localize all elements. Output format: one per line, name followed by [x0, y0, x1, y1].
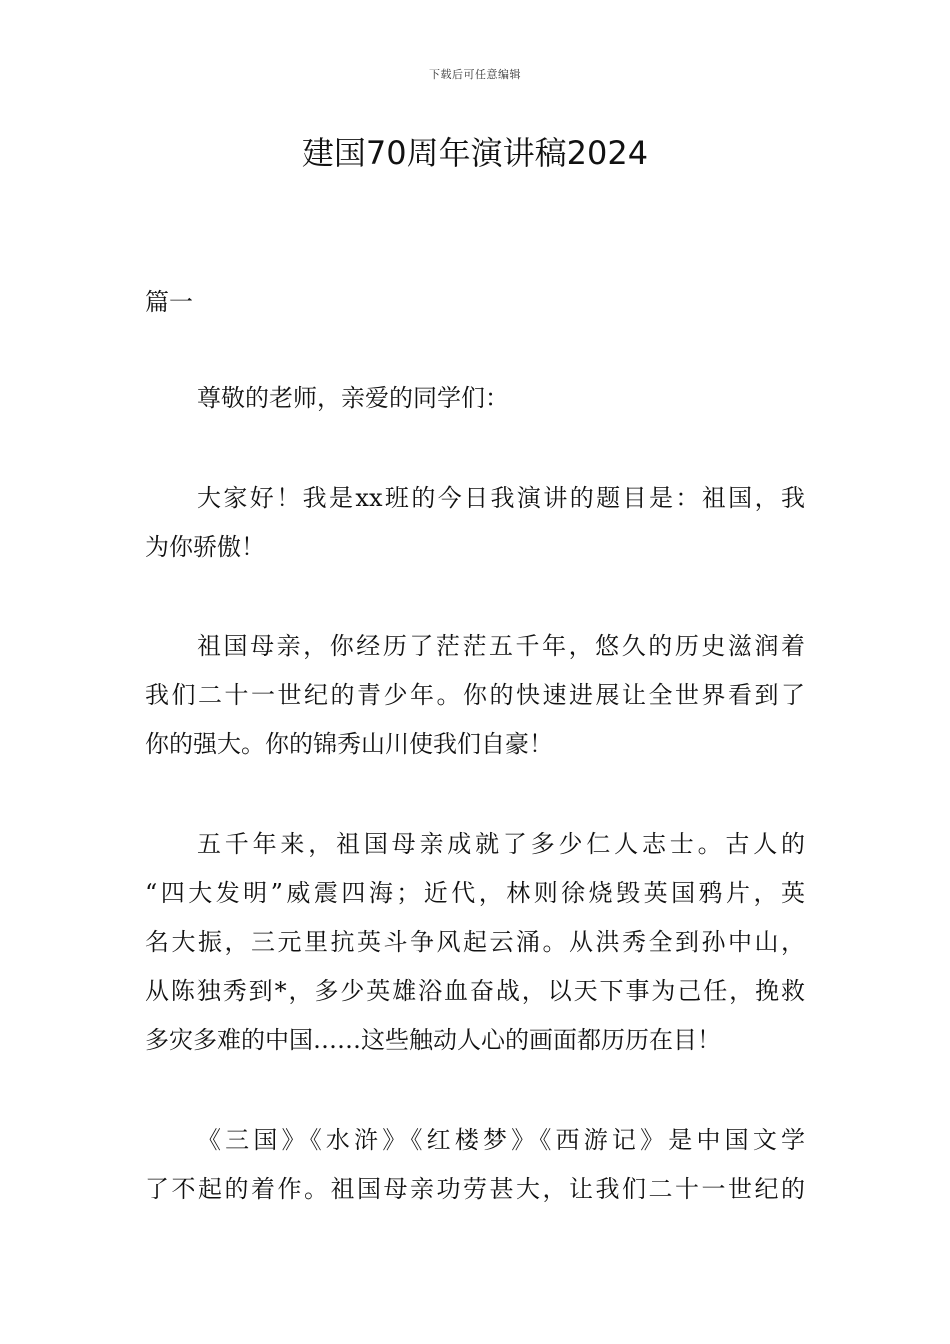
paragraph-heroes: [145, 820, 805, 1065]
paragraph-line: 大家好！我是xx班的今日我演讲的题目是：祖国，我: [197, 484, 805, 512]
paragraph-line: 名大振，三元里抗英斗争风起云涌。从洪秀全到孙中山，: [145, 928, 805, 956]
paragraph-line: 从陈独秀到*，多少英雄浴血奋战，以天下事为己任，挽救: [145, 977, 805, 1005]
paragraph-line: 你的强大。你的锦秀山川使我们自豪！: [145, 730, 553, 758]
section-label: 篇一: [145, 288, 193, 316]
paragraph-line: “四大发明”威震四海；近代，林则徐烧毁英国鸦片，英: [145, 879, 805, 907]
paragraph-line: 了不起的着作。祖国母亲功劳甚大，让我们二十一世纪的: [145, 1175, 805, 1203]
paragraph-intro: [145, 474, 805, 572]
paragraph-line: 《三国》《水浒》《红楼梦》《西游记》是中国文学: [197, 1126, 805, 1154]
paragraph-line: 祖国母亲，你经历了茫茫五千年，悠久的历史滋润着: [197, 632, 805, 660]
paragraph-history: [145, 622, 805, 769]
header-note: 下载后可任意编辑: [429, 68, 521, 81]
paragraph-line: 多灾多难的中国……这些触动人心的画面都历历在目！: [145, 1026, 721, 1054]
paragraph-line: 为你骄傲！: [145, 533, 265, 561]
paragraph-line: 尊敬的老师，亲爱的同学们：: [197, 384, 509, 412]
paragraph-classics: [145, 1116, 805, 1214]
paragraph-line: 我们二十一世纪的青少年。你的快速进展让全世界看到了: [145, 681, 805, 709]
paragraph-greeting: [145, 374, 805, 423]
paragraph-line: 五千年来，祖国母亲成就了多少仁人志士。古人的: [197, 830, 805, 858]
document-title: 建国70周年演讲稿2024: [301, 134, 649, 172]
